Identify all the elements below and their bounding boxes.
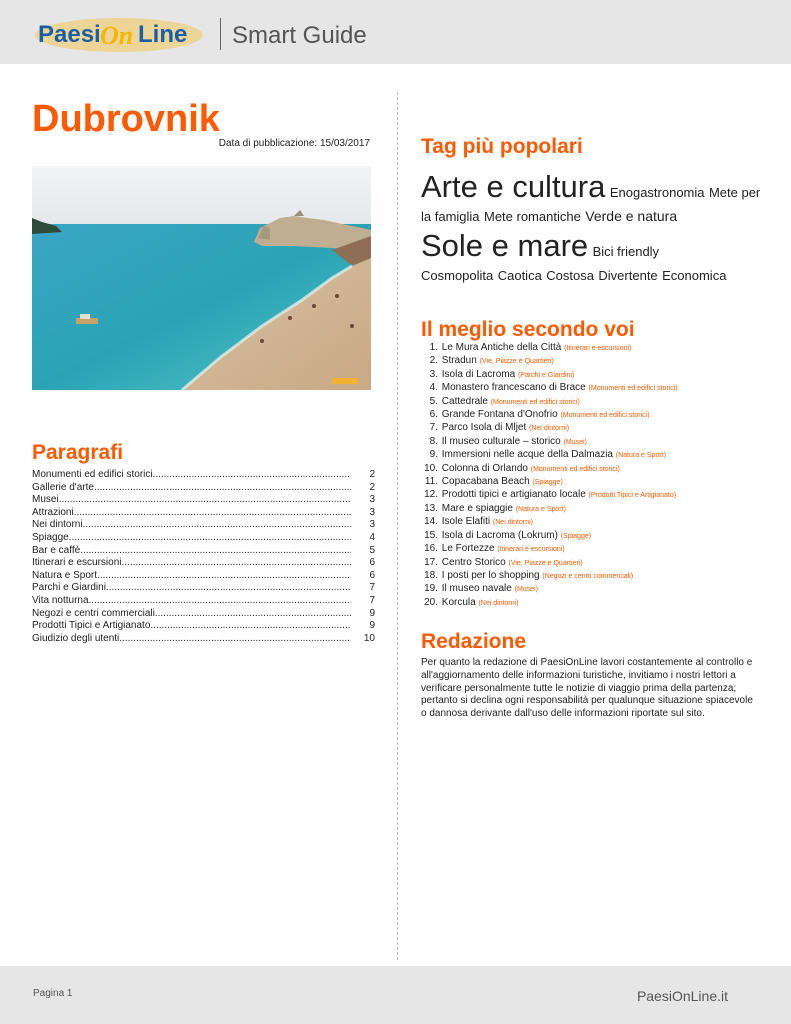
list-item[interactable]: 11. Copacabana Beach (Spiagge) [424,476,563,488]
list-item[interactable]: 15. Isola di Lacroma (Lokrum) (Spiagge) [424,529,592,541]
redazione-heading: Redazione [421,630,527,653]
list-item[interactable]: 13. Mare e spiaggie (Natura e Sport) [424,502,566,514]
toc-row[interactable]: Nei dintorni ..... 3 [32,519,375,532]
footer-band [0,966,791,1024]
city-photo [32,166,371,390]
list-item[interactable]: 16. Le Fortezze (Itinerari e escursioni) [424,543,565,555]
toc-row[interactable]: Musei ..... 3 [32,494,375,507]
list-item[interactable]: 1. Le Mura Antiche della Città (Itinerari e escursioni) [429,342,632,353]
toc-row[interactable]: Bar e caffè ..... 5 [32,545,375,558]
toc-row[interactable]: Itinerari e escursioni ..... 6 [32,557,375,570]
tag-caotica[interactable]: Caotica [497,267,542,283]
tag-eno[interactable]: Enogastronomia [609,185,705,200]
tag-arte[interactable]: Arte e cultura [421,169,606,204]
tag-romantiche[interactable]: Mete romantiche [483,208,581,224]
toc-row[interactable]: Spiagge ..... 4 [32,532,375,545]
tags-heading: Tag più popolari [421,135,583,158]
page-title: Dubrovnik [32,98,220,140]
publication-date: Data di pubblicazione: 15/03/2017 [218,138,370,149]
header-band [0,0,791,64]
redazione-text: Per quanto la redazione di PaesiOnLine lavori costantemente al controllo e all'aggiornamento delle informazioni turistiche, invitiamo i nostri lettori a verificare personalmente tutte le notizie di viaggio prima della partenza; pertanto si declina ogni responsabilità per qualunque situazione spiacevole o dannosa derivante dall'uso delle informazioni riportate sul sito. [421,657,753,720]
toc-row[interactable]: Attrazioni ..... 3 [32,507,375,520]
toc-row[interactable]: Negozi e centri commerciali ..... 9 [32,608,375,621]
header-divider [220,18,221,50]
paragrafi-heading: Paragrafi [32,441,124,464]
tag-cloud [421,168,766,286]
list-item[interactable]: 6. Grande Fontana d'Onofrio (Monumenti ed edifici storici) [429,409,650,421]
list-item[interactable]: 3. Isola di Lacroma (Parchi e Giardini) [429,368,575,380]
list-item[interactable]: 7. Parco Isola di Mljet (Nei dintorni) [429,422,570,434]
tag-famiglia[interactable]: la famiglia [421,208,480,224]
list-item[interactable]: 19. Il museo navale (Musei) [424,583,538,595]
list-item[interactable]: 18. I posti per lo shopping (Negozi e centri commerciali) [424,569,634,581]
site-name[interactable]: PaesiOnLine.it [636,988,728,1004]
list-item[interactable]: 5. Cattedrale (Monumenti ed edifici storici) [429,395,580,407]
toc-row[interactable]: Giudizio degli utenti ..... 10 [32,633,375,646]
toc-row[interactable]: Parchi e Giardini ..... 7 [32,582,375,595]
toc-row[interactable]: Gallerie d'arte ..... 2 [32,482,375,495]
list-item[interactable]: 2. Stradun (Vie, Piazze e Quartieri) [429,355,554,367]
paesionline-logo[interactable] [34,14,204,54]
tag-cosmopolita[interactable]: Cosmopolita [421,267,494,283]
list-item[interactable]: 9. Immersioni nelle acque della Dalmazia (Natura e Sport) [429,449,666,461]
toc-row[interactable]: Vita notturna ..... 7 [32,595,375,608]
toc-row[interactable]: Monumenti ed edifici storici ..... 2 [32,469,375,482]
left-column [32,96,372,149]
logo-graphic [34,14,204,54]
tag-mete-per[interactable]: Mete per [708,185,761,200]
list-item[interactable]: 4. Monastero francescano di Brace (Monumenti ed edifici storici) [429,382,678,394]
header-title: Smart Guide [232,22,367,49]
toc-row[interactable]: Natura e Sport ..... 6 [32,570,375,583]
best-list [421,342,771,610]
tag-costosa[interactable]: Costosa [546,267,594,283]
list-item[interactable]: 14. Isole Elafiti (Nei dintorni) [424,516,533,528]
column-divider [397,92,398,960]
svg-text:On: On [100,21,134,50]
best-heading: Il meglio secondo voi [421,318,635,341]
tag-bici[interactable]: Bici friendly [592,243,660,259]
svg-text:Line: Line [138,21,188,48]
tag-sole[interactable]: Sole e mare [421,227,589,263]
page-number: Pagina 1 [33,988,73,999]
beach-image [32,166,371,390]
svg-text:Paesi: Paesi [38,21,101,48]
tag-divertente[interactable]: Divertente [598,267,658,283]
list-item[interactable]: 20. Korcula (Nei dintorni) [424,596,519,608]
tag-economica[interactable]: Economica [662,267,727,283]
list-item[interactable]: 8. Il museo culturale – storico (Musei) [429,435,587,447]
list-item[interactable]: 10. Colonna di Orlando (Monumenti ed edifici storici) [424,462,620,474]
list-item[interactable]: 12. Prodotti tipici e artigianato locale (Prodotti Tipici e Artigianato) [424,489,677,501]
list-item[interactable]: 17. Centro Storico (Vie, Piazze e Quartieri) [424,556,583,568]
table-of-contents [32,469,375,645]
tag-verde[interactable]: Verde e natura [585,207,678,224]
toc-row[interactable]: Prodotti Tipici e Artigianato ..... 9 [32,620,375,633]
